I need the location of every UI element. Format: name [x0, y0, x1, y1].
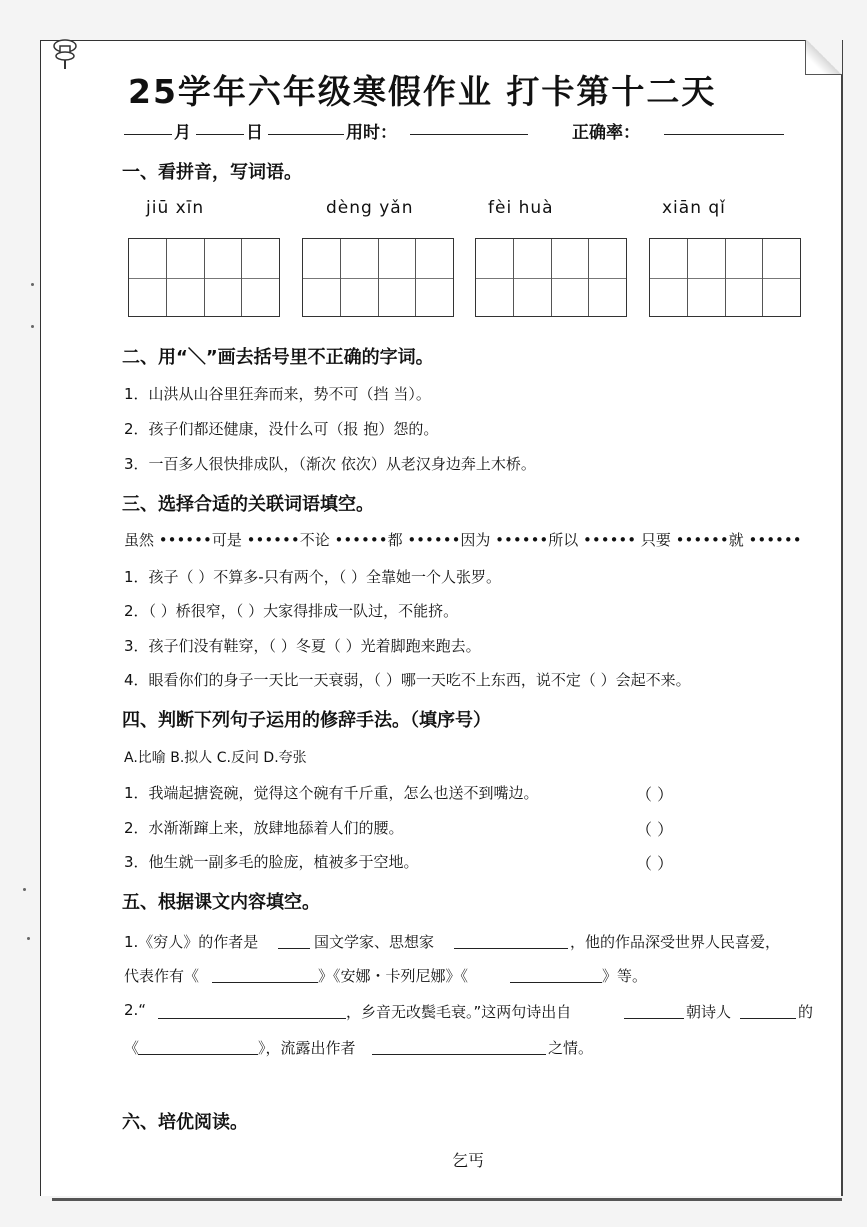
section-4-heading: 四、判断下列句子运用的修辞手法。（填序号） [122, 710, 491, 731]
time-pre-blank [268, 134, 344, 135]
bottom-border [52, 1198, 842, 1201]
s4-answer-2[interactable]: （ ） [636, 820, 674, 839]
time-label: 用时： [346, 123, 397, 143]
pinyin-4: xiān qǐ [662, 198, 726, 218]
s5-l3c: 朝诗人 [686, 1003, 732, 1021]
s5-l1c: ，他的作品深受世界人民喜爱， [570, 933, 781, 951]
s5-l4a: 《 [124, 1039, 140, 1057]
pinyin-3: fèi huà [488, 198, 554, 218]
section-3-heading: 三、选择合适的关联词语填空。 [122, 494, 374, 515]
s2-item-3: 3．一百多人很快排成队，（渐次 依次）从老汉身边奔上木桥。 [124, 455, 536, 473]
pushpin-icon [48, 36, 82, 70]
accuracy-blank [664, 134, 784, 135]
s5-l4c: 之情。 [548, 1039, 594, 1057]
s5-l3d: 的 [798, 1003, 814, 1021]
s5-blank-poet[interactable] [740, 1018, 796, 1019]
s4-item-3: 3．他生就一副多毛的脸庞，植被多于空地。 [124, 853, 419, 871]
s5-blank-feeling[interactable] [372, 1054, 546, 1055]
pinyin-1: jiū xīn [146, 198, 205, 218]
s5-blank-title[interactable] [138, 1054, 258, 1055]
time-blank [410, 134, 528, 135]
s3-item-2: 2．（ ）桥很窄，（ ）大家得排成一队过，不能挤。 [124, 602, 459, 620]
s4-answer-3[interactable]: （ ） [636, 854, 674, 873]
s5-l2b: 》《安娜・卡列尼娜》《 [318, 967, 469, 985]
s5-blank-work2[interactable] [510, 982, 602, 983]
scan-speck [27, 937, 30, 940]
s5-l3a: 2.“ [124, 1001, 147, 1019]
reading-title: 乞丐 [452, 1151, 485, 1170]
s4-item-1: 1．我端起搪瓷碗，觉得这个碗有千斤重，怎么也送不到嘴边。 [124, 784, 539, 802]
s5-l2a: 代表作有《 [124, 967, 200, 985]
s5-blank-dynasty[interactable] [624, 1018, 684, 1019]
section-2-heading: 二、用“＼”画去括号里不正确的字词。 [122, 347, 434, 368]
s5-blank-country[interactable] [278, 948, 310, 949]
pinyin-2: dèng yǎn [326, 198, 414, 218]
page-title: 25学年六年级寒假作业 打卡第十二天 [128, 72, 717, 111]
s4-answer-1[interactable]: （ ） [636, 785, 674, 804]
s5-blank-poem[interactable] [158, 1018, 346, 1019]
s2-item-2: 2．孩子们都还健康，没什么可（报 抱）怨的。 [124, 420, 439, 438]
s4-options: A.比喻 B.拟人 C.反问 D.夸张 [124, 750, 307, 766]
writing-grid-1[interactable] [128, 238, 280, 317]
s3-item-1: 1．孩子（ ）不算多-只有两个，（ ）全靠她一个人张罗。 [124, 568, 501, 586]
s5-l2c: 》等。 [602, 967, 648, 985]
s5-l3b: ，乡音无改鬓毛衰。”这两句诗出自 [346, 1003, 572, 1021]
writing-grid-2[interactable] [302, 238, 454, 317]
month-blank [124, 134, 172, 135]
day-label: 日 [246, 123, 263, 143]
s3-item-4: 4．眼看你们的身子一天比一天衰弱，（ ）哪一天吃不上东西，说不定（ ）会起不来。 [124, 671, 691, 689]
writing-grid-4[interactable] [649, 238, 801, 317]
s4-item-2: 2．水渐渐蹿上来，放肆地舔着人们的腰。 [124, 819, 404, 837]
s3-options: 虽然 ••••••可是 ••••••不论 ••••••都 ••••••因为 ••••••所以 •••••• 只要 ••••••就 •••••• [124, 531, 802, 549]
scan-speck [31, 325, 34, 328]
s5-blank-author[interactable] [454, 948, 568, 949]
scan-speck [23, 888, 26, 891]
s3-item-3: 3．孩子们没有鞋穿，（ ）冬夏（ ）光着脚跑来跑去。 [124, 637, 481, 655]
page-curl [805, 40, 842, 75]
section-6-heading: 六、培优阅读。 [122, 1112, 248, 1133]
accuracy-label: 正确率： [572, 123, 640, 143]
s5-l4b: 》，流露出作者 [258, 1039, 356, 1057]
s2-item-1: 1．山洪从山谷里狂奔而来，势不可（挡 当）。 [124, 385, 431, 403]
section-5-heading: 五、根据课文内容填空。 [122, 892, 320, 913]
scan-speck [31, 283, 34, 286]
s5-l1b: 国文学家、思想家 [314, 933, 435, 951]
section-1-heading: 一、看拼音，写词语。 [122, 162, 302, 183]
writing-grid-3[interactable] [475, 238, 627, 317]
s5-l1a: 1.《穷人》的作者是 [124, 933, 259, 951]
month-label: 月 [174, 123, 191, 143]
day-blank [196, 134, 244, 135]
s5-blank-work1[interactable] [212, 982, 318, 983]
